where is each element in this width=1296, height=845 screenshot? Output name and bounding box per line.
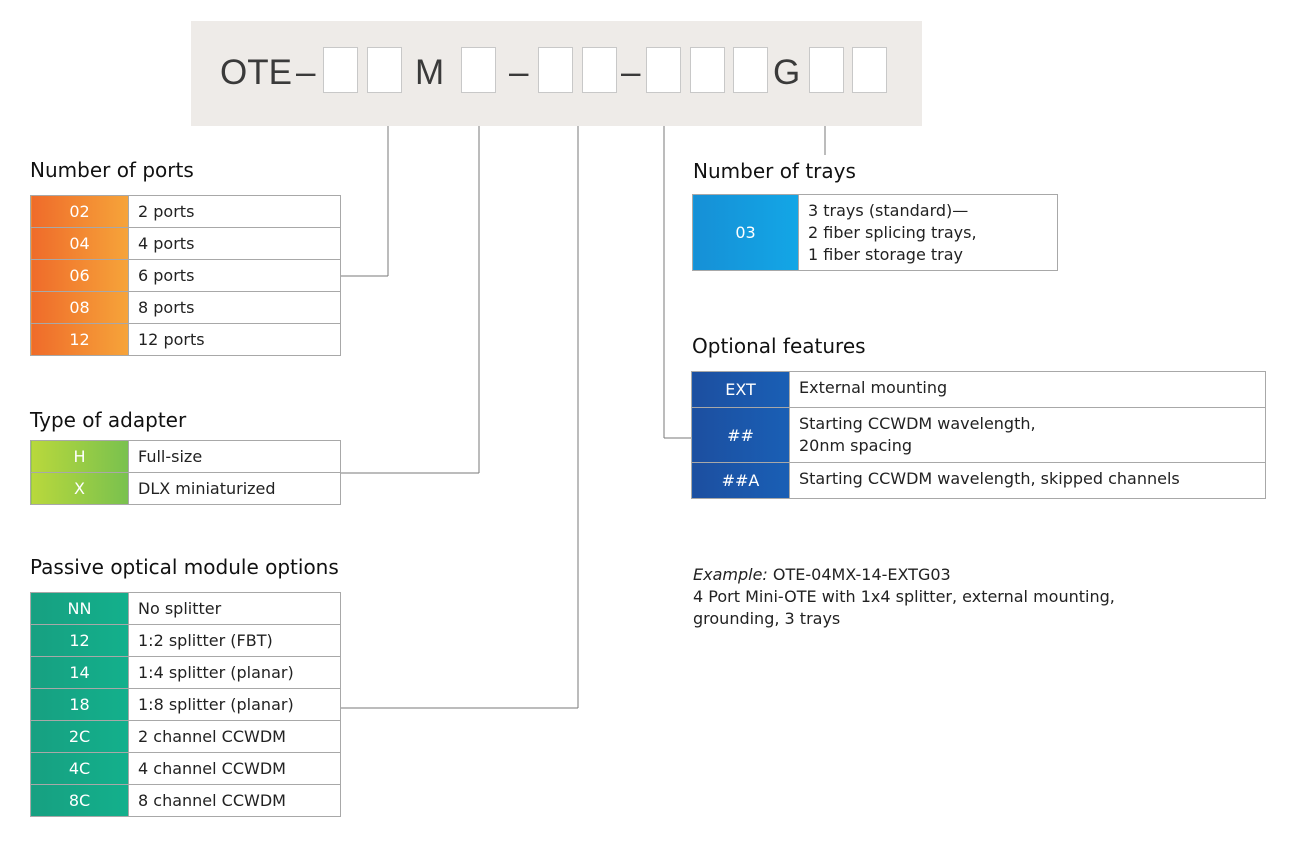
port-label: 6 ports [129, 260, 341, 292]
tray-description [799, 195, 1058, 271]
table-row [31, 292, 341, 324]
code-dash-2: – [509, 53, 529, 92]
port-label: 2 ports [129, 196, 341, 228]
pom-label: 8 channel CCWDM [129, 785, 341, 817]
table-row [692, 408, 1266, 463]
example-code-line [693, 564, 1115, 586]
feature-label: External mounting [790, 372, 1266, 408]
table-row [31, 196, 341, 228]
table-row [31, 721, 341, 753]
pom-code: NN [31, 593, 129, 625]
adapter-title: Type of adapter [30, 408, 187, 432]
port-code: 04 [31, 228, 129, 260]
tray-desc-line: 2 fiber splicing trays, [808, 222, 977, 242]
ports-table [30, 195, 341, 356]
pom-label: 1:2 splitter (FBT) [129, 625, 341, 657]
code-box-tray-2 [852, 47, 887, 93]
table-row [693, 195, 1058, 271]
code-box-adapter [461, 47, 496, 93]
pom-table [30, 592, 341, 817]
trays-table [692, 194, 1058, 271]
pom-label: 1:4 splitter (planar) [129, 657, 341, 689]
table-row [31, 753, 341, 785]
feature-code: EXT [692, 372, 790, 408]
adapter-code: X [31, 473, 129, 505]
code-dash-1: – [296, 53, 316, 92]
code-m: M [415, 53, 445, 92]
table-row [31, 593, 341, 625]
code-box-feature-3 [733, 47, 768, 93]
tray-desc-line: 1 fiber storage tray [808, 244, 963, 264]
tray-code: 03 [693, 195, 799, 271]
example-label: Example: [693, 565, 768, 584]
pom-code: 18 [31, 689, 129, 721]
adapter-label: DLX miniaturized [129, 473, 341, 505]
ports-title: Number of ports [30, 158, 194, 182]
code-g: G [773, 53, 801, 92]
pom-title: Passive optical module options [30, 555, 339, 579]
table-row [692, 372, 1266, 408]
pom-label: No splitter [129, 593, 341, 625]
port-label: 4 ports [129, 228, 341, 260]
adapter-label: Full-size [129, 441, 341, 473]
example-desc-line: 4 Port Mini-OTE with 1x4 splitter, external mounting, [693, 587, 1115, 606]
pom-label: 4 channel CCWDM [129, 753, 341, 785]
port-label: 12 ports [129, 324, 341, 356]
example-desc-line: grounding, 3 trays [693, 609, 841, 628]
table-row [31, 260, 341, 292]
pom-code: 12 [31, 625, 129, 657]
table-row [31, 785, 341, 817]
port-code: 08 [31, 292, 129, 324]
tray-desc-line: 3 trays (standard)— [808, 200, 969, 220]
table-row [31, 324, 341, 356]
port-code: 12 [31, 324, 129, 356]
example-code: OTE-04MX-14-EXTG03 [772, 565, 951, 584]
feature-code: ## [692, 408, 790, 463]
code-box-port-2 [367, 47, 402, 93]
code-prefix: OTE [220, 53, 292, 92]
table-row [31, 473, 341, 505]
code-box-feature-2 [690, 47, 725, 93]
features-title: Optional features [692, 334, 866, 358]
feature-label [790, 408, 1266, 463]
pom-label: 1:8 splitter (planar) [129, 689, 341, 721]
pom-label: 2 channel CCWDM [129, 721, 341, 753]
table-row [31, 625, 341, 657]
code-box-pom-2 [582, 47, 617, 93]
example-block [693, 564, 1115, 630]
feature-desc-line: Starting CCWDM wavelength, [799, 414, 1036, 433]
table-row [31, 441, 341, 473]
code-box-tray-1 [809, 47, 844, 93]
adapter-table [30, 440, 341, 505]
table-row [692, 463, 1266, 499]
trays-title: Number of trays [693, 159, 856, 183]
code-dash-3: – [621, 53, 641, 92]
adapter-code: H [31, 441, 129, 473]
code-box-port-1 [323, 47, 358, 93]
port-code: 02 [31, 196, 129, 228]
pom-code: 8C [31, 785, 129, 817]
table-row [31, 228, 341, 260]
pom-code: 14 [31, 657, 129, 689]
code-box-pom-1 [538, 47, 573, 93]
feature-code: ##A [692, 463, 790, 499]
pom-code: 2C [31, 721, 129, 753]
feature-label: Starting CCWDM wavelength, skipped channels [790, 463, 1266, 499]
code-box-feature-1 [646, 47, 681, 93]
port-label: 8 ports [129, 292, 341, 324]
pom-code: 4C [31, 753, 129, 785]
features-table [691, 371, 1266, 499]
table-row [31, 689, 341, 721]
table-row [31, 657, 341, 689]
feature-desc-line: 20nm spacing [799, 436, 913, 455]
port-code: 06 [31, 260, 129, 292]
